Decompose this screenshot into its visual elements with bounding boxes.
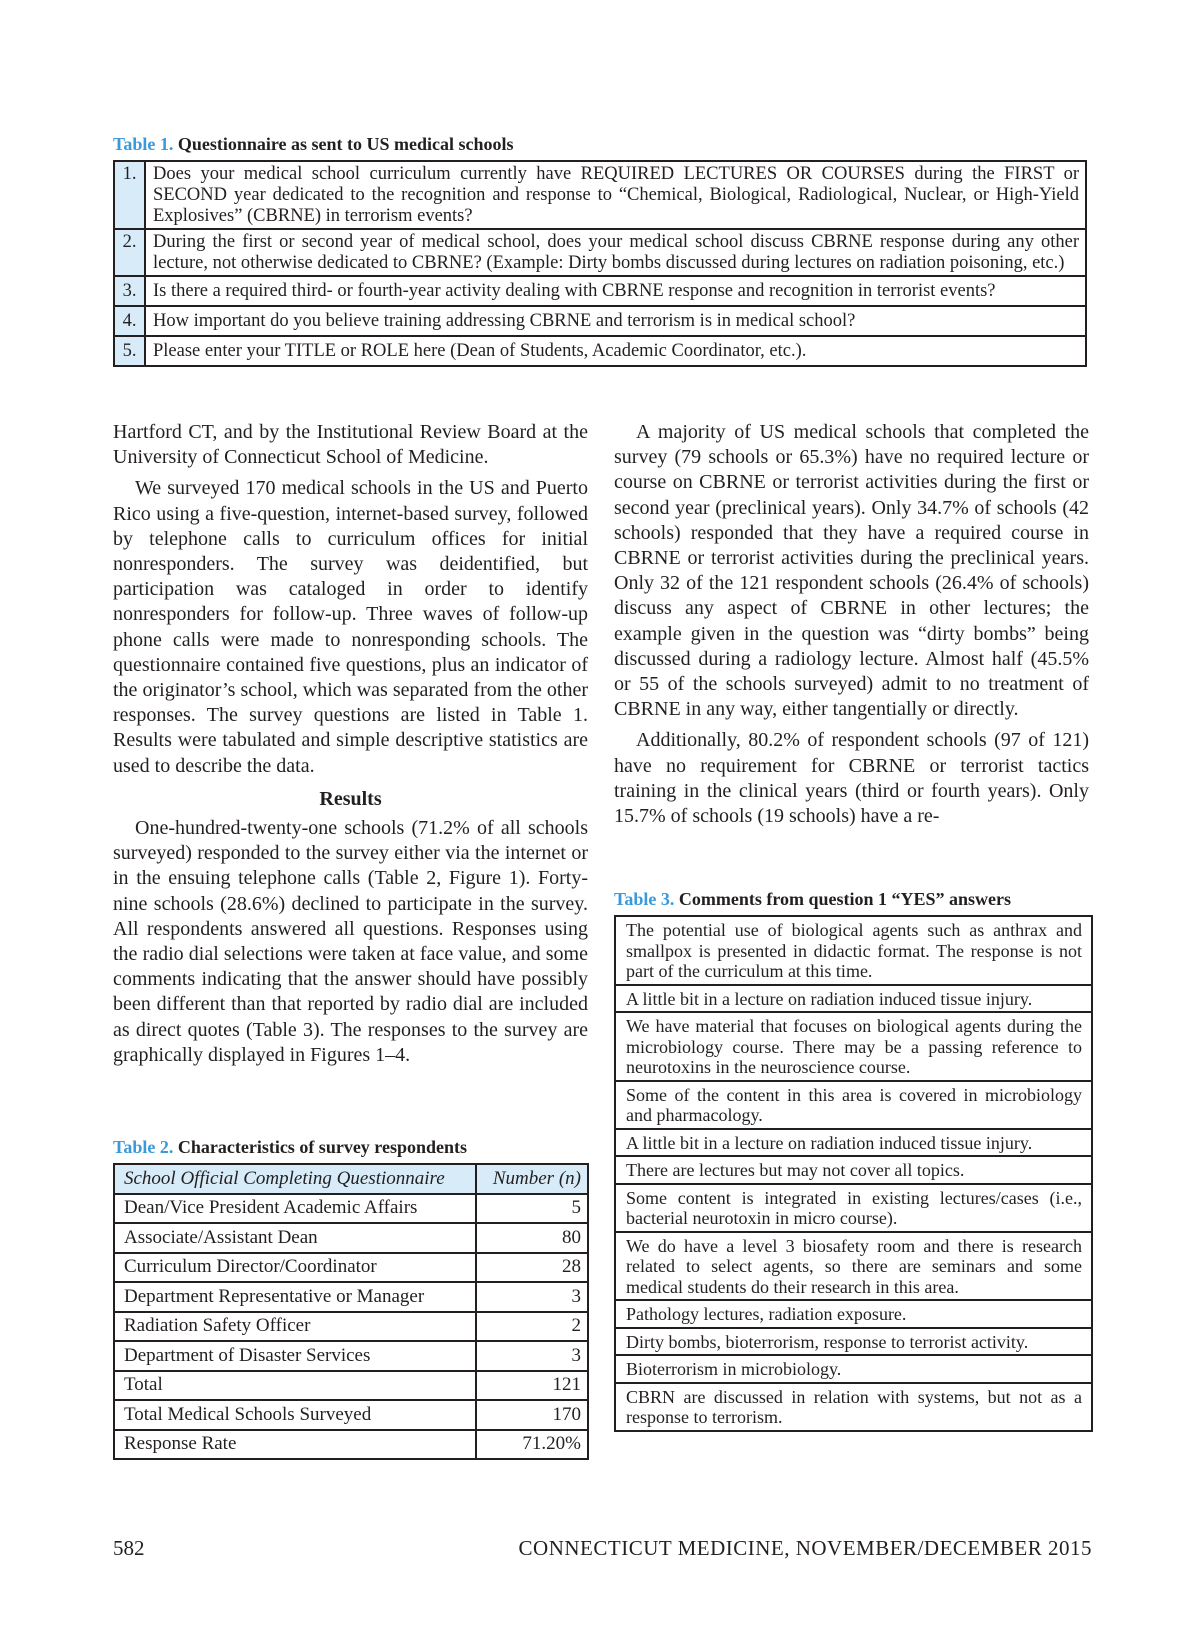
comment-cell: A little bit in a lecture on radiation induced tissue injury. bbox=[615, 985, 1092, 1013]
table-row bbox=[114, 161, 1086, 229]
row-label: Curriculum Director/Coordinator bbox=[114, 1253, 476, 1283]
body-paragraph: A majority of US medical schools that completed the survey (79 schools or 65.3%) have no required lecture or course on CBRNE or terrorist activities during the first or second year (preclinical years). Only 34.7% of schools (42 schools) responded that they have a required course in CBRNE or terrorist activities during the preclinical years. Only 32 of the 121 respondent schools (26.4% of schools) discuss any aspect of CBRNE in other lectures; the example given in the question was “dirty bombs” being discussed during a radiology lecture. Almost half (45.5% or 55 of the schools surveyed) admit to no treatment of CBRNE in any way, either tangentially or directly. bbox=[614, 421, 1089, 721]
table-row bbox=[615, 1081, 1092, 1129]
table3-title: Comments from question 1 “YES” answers bbox=[678, 889, 1012, 909]
table-row bbox=[615, 1156, 1092, 1184]
question-text: Does your medical school curriculum currently have REQUIRED LECTURES OR COURSES during the FIRST or SECOND year dedicated to the recognition and response to “Chemical, Biological, Radiological, Nuclear, or High-Yield Explosives” (CBRNE) in terrorism events? bbox=[145, 161, 1086, 229]
right-column bbox=[614, 420, 1089, 835]
row-label: Associate/Assistant Dean bbox=[114, 1223, 476, 1253]
row-value: 121 bbox=[476, 1371, 588, 1401]
table3-caption bbox=[614, 888, 1011, 910]
table-row bbox=[114, 1400, 588, 1430]
row-value: 28 bbox=[476, 1253, 588, 1283]
question-text: How important do you believe training addressing CBRNE and terrorism is in medical school? bbox=[145, 306, 1086, 336]
table-row bbox=[114, 1312, 588, 1342]
question-number: 5. bbox=[114, 336, 145, 366]
table-row bbox=[114, 336, 1086, 366]
table-row bbox=[615, 1300, 1092, 1328]
question-text: Please enter your TITLE or ROLE here (Dean of Students, Academic Coordinator, etc.). bbox=[145, 336, 1086, 366]
row-value: 170 bbox=[476, 1400, 588, 1430]
row-label: Dean/Vice President Academic Affairs bbox=[114, 1194, 476, 1224]
row-label: Radiation Safety Officer bbox=[114, 1312, 476, 1342]
table-row bbox=[615, 1184, 1092, 1232]
comment-cell: Pathology lectures, radiation exposure. bbox=[615, 1300, 1092, 1328]
row-label: Department Representative or Manager bbox=[114, 1282, 476, 1312]
left-column bbox=[113, 420, 588, 1074]
table-row bbox=[114, 1194, 588, 1224]
table-row bbox=[615, 1012, 1092, 1081]
table1-caption bbox=[113, 133, 514, 155]
row-label: Total bbox=[114, 1371, 476, 1401]
question-number: 2. bbox=[114, 229, 145, 276]
page-number: 582 bbox=[113, 1536, 145, 1560]
comment-cell: Some content is integrated in existing lectures/cases (i.e., bacterial neurotoxin in micro course). bbox=[615, 1184, 1092, 1232]
body-paragraph: We surveyed 170 medical schools in the US and Puerto Rico using a five-question, internet-based survey, followed by telephone calls to curriculum offices for initial nonresponders. The survey was deidentified, but participation was cataloged in order to identify nonresponders for follow-up. Three waves of follow-up phone calls were made to nonresponding schools. The questionnaire contained five questions, plus an indicator of the originator’s school, which was separated from the other responses. The survey questions are listed in Table 1. Results were tabulated and simple descriptive statistics are used to describe the data. bbox=[113, 477, 588, 777]
journal-footer: CONNECTICUT MEDICINE, NOVEMBER/DECEMBER 2015 bbox=[518, 1536, 1092, 1560]
row-value: 2 bbox=[476, 1312, 588, 1342]
comment-cell: We have material that focuses on biological agents during the microbiology course. There may be a passing reference to neurotoxins in the neuroscience course. bbox=[615, 1012, 1092, 1081]
table1-title: Questionnaire as sent to US medical schools bbox=[177, 134, 514, 154]
row-value: 3 bbox=[476, 1282, 588, 1312]
body-paragraph: Hartford CT, and by the Institutional Review Board at the University of Connecticut School of Medicine. bbox=[113, 421, 588, 469]
respondents-table bbox=[113, 1163, 589, 1460]
table-row bbox=[114, 306, 1086, 336]
table-row bbox=[615, 1232, 1092, 1301]
comment-cell: Some of the content in this area is covered in microbiology and pharmacology. bbox=[615, 1081, 1092, 1129]
table-row bbox=[114, 276, 1086, 306]
table-row bbox=[114, 229, 1086, 276]
body-paragraph: Additionally, 80.2% of respondent schools (97 of 121) have no requirement for CBRNE or terrorist tactics training in the clinical years (third or fourth years). Only 15.7% of schools (19 schools) have a re- bbox=[614, 729, 1089, 828]
body-paragraph: One-hundred-twenty-one schools (71.2% of all schools surveyed) responded to the survey either via the internet or in the ensuing telephone calls (Table 2, Figure 1). Forty-nine schools (28.6%) declined to participate in the survey. All respondents answered all questions. Responses using the radio dial selections were taken at face value, and some comments indicating that the answer should have possibly been different than that reported by radio dial are included as direct quotes (Table 3). The responses to the survey are graphically displayed in Figures 1–4. bbox=[113, 817, 588, 1066]
table-row bbox=[114, 1282, 588, 1312]
row-label: Response Rate bbox=[114, 1430, 476, 1460]
question-number: 1. bbox=[114, 161, 145, 229]
comment-cell: Dirty bombs, bioterrorism, response to terrorist activity. bbox=[615, 1328, 1092, 1356]
table-row bbox=[114, 1371, 588, 1401]
comment-cell: We do have a level 3 biosafety room and there is research related to select agents, so there are seminars and some medical students do their research in this area. bbox=[615, 1232, 1092, 1301]
comment-cell: Bioterrorism in microbiology. bbox=[615, 1355, 1092, 1383]
table-row bbox=[114, 1253, 588, 1283]
table-row bbox=[114, 1341, 588, 1371]
row-value: 3 bbox=[476, 1341, 588, 1371]
table2-label: Table 2. bbox=[113, 1137, 174, 1157]
table-row bbox=[615, 916, 1092, 985]
questionnaire-table bbox=[113, 160, 1087, 367]
table-row bbox=[114, 1223, 588, 1253]
row-value: 80 bbox=[476, 1223, 588, 1253]
table-row bbox=[615, 1355, 1092, 1383]
table1-label: Table 1. bbox=[113, 134, 174, 154]
table-header-row bbox=[114, 1164, 588, 1194]
row-label: Department of Disaster Services bbox=[114, 1341, 476, 1371]
results-heading: Results bbox=[319, 787, 382, 810]
comment-cell: The potential use of biological agents such as anthrax and smallpox is presented in didactic format. The response is not part of the curriculum at this time. bbox=[615, 916, 1092, 985]
table2-title: Characteristics of survey respondents bbox=[177, 1137, 467, 1157]
comment-cell: CBRN are discussed in relation with systems, but not as a response to terrorism. bbox=[615, 1383, 1092, 1431]
row-value: 71.20% bbox=[476, 1430, 588, 1460]
row-label: Total Medical Schools Surveyed bbox=[114, 1400, 476, 1430]
question-text: During the first or second year of medical school, does your medical school discuss CBRNE response during any other lecture, not otherwise dedicated to CBRNE? (Example: Dirty bombs discussed during lectures on radiation poisoning, etc.) bbox=[145, 229, 1086, 276]
table-row bbox=[615, 1129, 1092, 1157]
question-number: 4. bbox=[114, 306, 145, 336]
comment-cell: A little bit in a lecture on radiation induced tissue injury. bbox=[615, 1129, 1092, 1157]
table3-label: Table 3. bbox=[614, 889, 675, 909]
table2-caption bbox=[113, 1136, 467, 1158]
question-text: Is there a required third- or fourth-year activity dealing with CBRNE response and recognition in terrorist events? bbox=[145, 276, 1086, 306]
comments-table bbox=[614, 915, 1093, 1432]
table-row bbox=[615, 985, 1092, 1013]
table-row bbox=[615, 1383, 1092, 1431]
table-row bbox=[615, 1328, 1092, 1356]
column-header: School Official Completing Questionnaire bbox=[114, 1164, 476, 1194]
row-value: 5 bbox=[476, 1194, 588, 1224]
question-number: 3. bbox=[114, 276, 145, 306]
column-header: Number (n) bbox=[476, 1164, 588, 1194]
comment-cell: There are lectures but may not cover all topics. bbox=[615, 1156, 1092, 1184]
table-row bbox=[114, 1430, 588, 1460]
